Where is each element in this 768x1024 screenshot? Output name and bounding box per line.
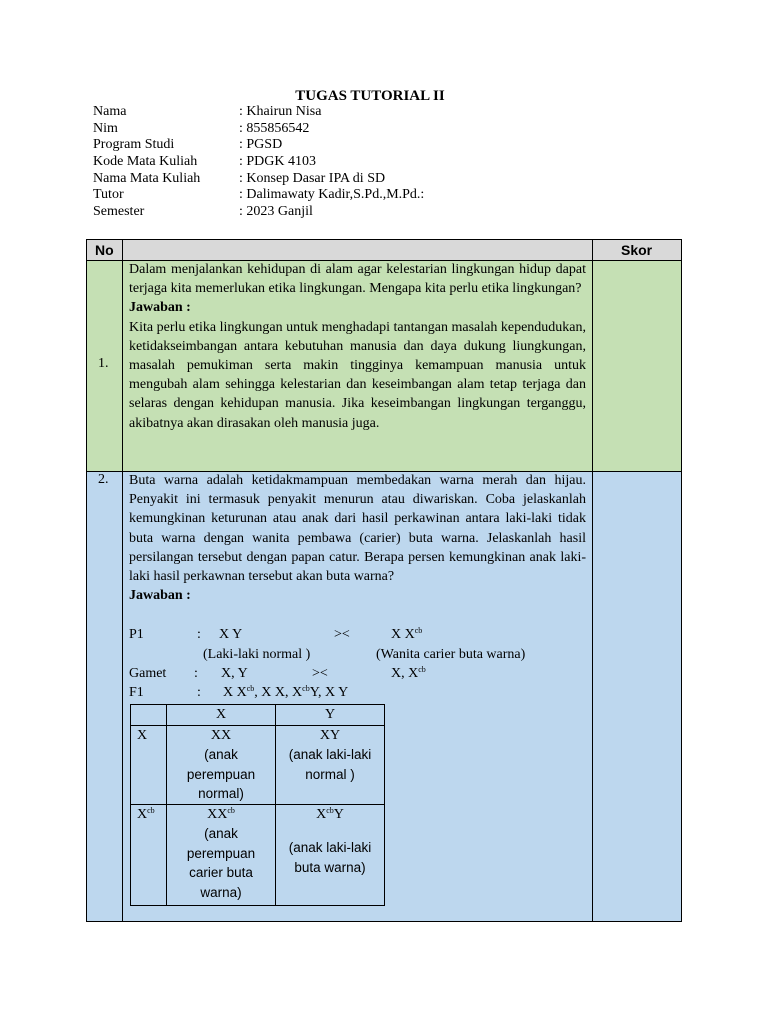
punnett-cell-xxcb <box>167 804 276 905</box>
cb-superscript: cb <box>418 665 426 674</box>
question-text: Dalam menjalankan kehidupan di alam agar kelestarian lingkungan hidup dapat terjaga kita memerlukan etika lingkungan. Mengapa kita perlu etika lingkungan? <box>129 262 586 297</box>
phenotype: (anak perempuan carier buta warna) <box>186 826 256 900</box>
punnett-cell-xcby <box>276 804 385 905</box>
phenotype: (anak perempuan normal) <box>186 747 256 801</box>
gamet-female <box>391 664 426 683</box>
info-row-nama-mata-kuliah <box>93 171 424 188</box>
f1-label: F1 <box>129 685 144 700</box>
genotype-base: X <box>137 806 148 822</box>
genotype-base: X X <box>391 627 415 642</box>
punnett-row-header <box>131 804 167 905</box>
question-1 <box>129 260 586 433</box>
info-row-kode-mata-kuliah <box>93 154 424 171</box>
phenotype: (anak laki-laki buta warna) <box>288 840 372 875</box>
info-label: Program Studi <box>93 137 175 153</box>
info-label: Tutor <box>93 187 124 203</box>
info-value: : PDGK 4103 <box>239 154 317 170</box>
info-label: Semester <box>93 204 145 220</box>
info-label: Nim <box>93 120 118 136</box>
punnett-col-header: X <box>167 705 276 726</box>
punnett-cell-xy <box>276 725 385 804</box>
cb-superscript: cb <box>414 626 423 635</box>
genotype-base: Y <box>333 806 344 822</box>
info-value: : 2023 Ganjil <box>239 204 313 220</box>
genotype: XX <box>210 727 232 743</box>
genotype <box>276 805 384 825</box>
info-row-nim <box>93 121 424 138</box>
info-row-semester <box>93 204 424 221</box>
info-value: : 855856542 <box>239 120 310 136</box>
genotype-base: X <box>316 806 327 822</box>
f1-part: Y, X Y <box>309 685 349 700</box>
column-header-skor: Skor <box>593 240 681 260</box>
f1-part: , X X, X <box>254 685 303 700</box>
question-2 <box>129 471 586 605</box>
cross-symbol: >< <box>312 666 328 681</box>
question-text: Buta warna adalah ketidakmampuan membedakan warna merah dan hijau. Penyakit ini termasuk penyakit menurun atau diwariskan. Coba jelaskanlah kemungkinan keturunan atau anak dari hasil perkawinan antara laki-laki tidak buta warna dengan wanita pembawa (carier) buta warna. Jelaskanlah hasil persilangan tersebut dengan papan catur. Berapa persen kemungkinan anak laki-laki hasil perkawnan tersebut akan buta warna? <box>129 473 586 585</box>
cb-superscript: cb <box>246 684 255 693</box>
gamet-male: X, Y <box>221 666 248 681</box>
column-header-question <box>123 240 593 260</box>
punnett-corner <box>131 705 167 726</box>
f1-colon: : <box>197 685 201 700</box>
info-label: Nama <box>93 104 127 119</box>
punnett-col-header: Y <box>276 705 385 726</box>
info-label: Nama Mata Kuliah <box>93 170 201 186</box>
row-number: 1. <box>98 356 109 371</box>
p1-colon: : <box>197 627 201 642</box>
answer-label: Jawaban : <box>129 300 191 316</box>
answer-text: Kita perlu etika lingkungan untuk menghadapi tantangan masalah kependudukan, ketidakseimbangan antara kebutuhan manusia dan daya dukung liungkungan, masalah pemukiman serta makin tingginya kemampuan manusia untuk mengubah alam sehingga kelestarian dan keseimbangan alam tetap terjaga dan selaras dengan kehidupan manusia. Jika keseimbangan lingkungan terganggu, akibatnya akan dirasakan oleh manusia juga. <box>129 319 586 431</box>
cb-superscript: cb <box>147 805 155 815</box>
f1-part: X X <box>223 685 247 700</box>
gamet-colon: : <box>194 666 198 681</box>
task-table <box>86 239 682 922</box>
cb-superscript: cb <box>227 805 235 815</box>
student-info <box>93 104 424 221</box>
cb-superscript: cb <box>302 684 310 693</box>
gamet-label: Gamet <box>129 666 167 681</box>
punnett-square <box>130 704 385 906</box>
phenotype: (anak laki-laki normal ) <box>288 747 372 782</box>
answer-label: Jawaban : <box>129 588 191 604</box>
column-divider-left <box>122 240 123 921</box>
info-row-nama <box>93 104 424 121</box>
genotype <box>167 805 275 825</box>
cross-symbol: >< <box>334 627 350 642</box>
info-value: : PGSD <box>239 137 283 153</box>
info-value: : Dalimawaty Kadir,S.Pd.,M.Pd.: <box>239 187 425 203</box>
cb-superscript: cb <box>326 805 334 815</box>
info-label: Kode Mata Kuliah <box>93 154 198 170</box>
column-divider-right <box>592 240 593 921</box>
f1-offspring <box>223 683 348 702</box>
male-description: (Laki-laki normal ) <box>203 647 311 662</box>
genotype-base: X, X <box>391 666 419 681</box>
info-row-program-studi <box>93 137 424 154</box>
genotype-base: XX <box>207 806 228 822</box>
column-header-no: No <box>87 240 123 260</box>
info-row-tutor <box>93 187 424 204</box>
p1-female-genotype <box>391 625 422 644</box>
p1-male-genotype: X Y <box>219 627 243 642</box>
info-value: : Khairun Nisa <box>239 104 322 119</box>
page-title: TUGAS TUTORIAL II <box>295 88 445 104</box>
row-number: 2. <box>98 472 109 487</box>
punnett-cell-xx <box>167 725 276 804</box>
p1-label: P1 <box>129 627 144 642</box>
punnett-row-header: X <box>131 725 167 804</box>
info-value: : Konsep Dasar IPA di SD <box>239 170 386 186</box>
genotype: XY <box>319 727 341 743</box>
female-description: (Wanita carier buta warna) <box>376 647 526 662</box>
